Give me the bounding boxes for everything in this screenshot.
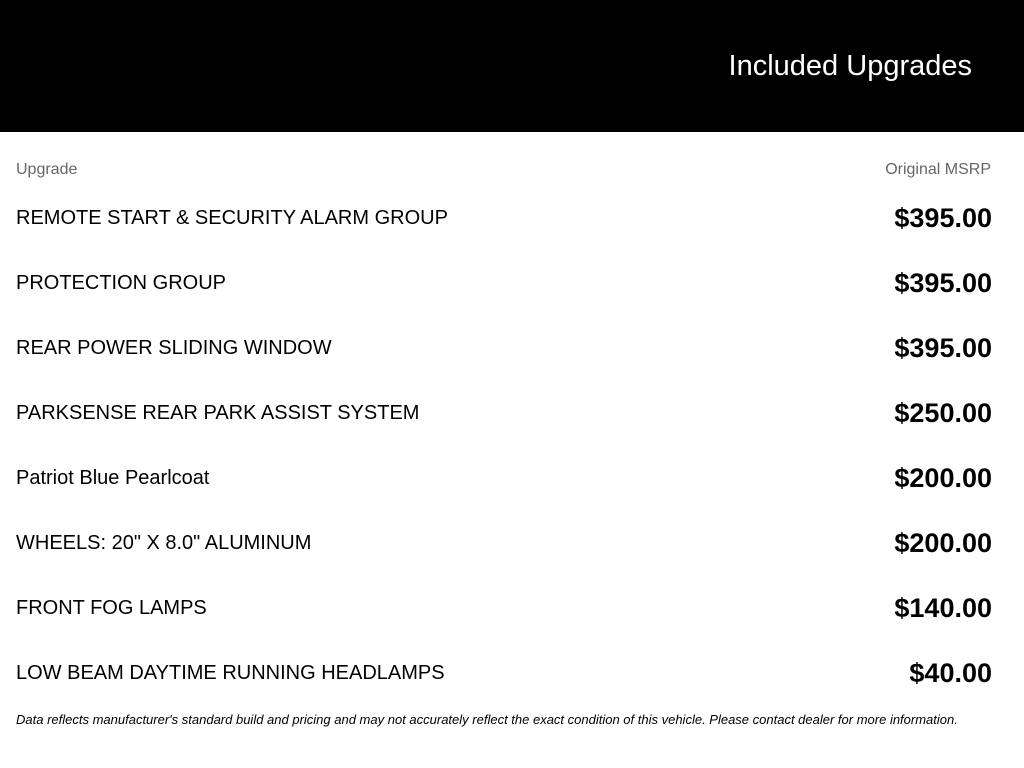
upgrade-name: Patriot Blue Pearlcoat: [16, 466, 210, 489]
upgrade-name: PARKSENSE REAR PARK ASSIST SYSTEM: [16, 401, 420, 424]
upgrade-row: [16, 185, 992, 250]
upgrade-price: $395.00: [894, 332, 992, 363]
page-title: Included Upgrades: [728, 50, 972, 82]
upgrade-row: [16, 250, 992, 315]
upgrade-column-header: Upgrade: [16, 161, 78, 178]
upgrade-name: WHEELS: 20" X 8.0" ALUMINUM: [16, 531, 312, 554]
upgrade-price: $40.00: [909, 657, 992, 688]
upgrade-price: $395.00: [894, 267, 992, 298]
upgrade-row: [16, 640, 992, 705]
upgrade-price: $395.00: [894, 202, 992, 233]
upgrade-name: LOW BEAM DAYTIME RUNNING HEADLAMPS: [16, 661, 445, 684]
upgrade-price: $140.00: [894, 592, 992, 623]
upgrade-row: [16, 445, 992, 510]
upgrade-name: REAR POWER SLIDING WINDOW: [16, 336, 332, 359]
upgrade-row: [16, 315, 992, 380]
upgrade-name: REMOTE START & SECURITY ALARM GROUP: [16, 206, 448, 229]
upgrade-price: $200.00: [894, 527, 992, 558]
disclaimer-text: Data reflects manufacturer's standard build and pricing and may not accurately reflect the exact condition of this vehicle. Please contact dealer for more information.: [16, 712, 958, 727]
upgrade-price: $250.00: [894, 397, 992, 428]
header-banner: [0, 0, 1024, 132]
upgrades-list: [16, 185, 992, 705]
upgrade-row: [16, 510, 992, 575]
upgrade-name: PROTECTION GROUP: [16, 271, 227, 294]
upgrade-name: FRONT FOG LAMPS: [16, 596, 207, 619]
msrp-column-header: Original MSRP: [885, 161, 991, 178]
upgrade-row: [16, 575, 992, 640]
upgrade-price: $200.00: [894, 462, 992, 493]
upgrade-row: [16, 380, 992, 445]
